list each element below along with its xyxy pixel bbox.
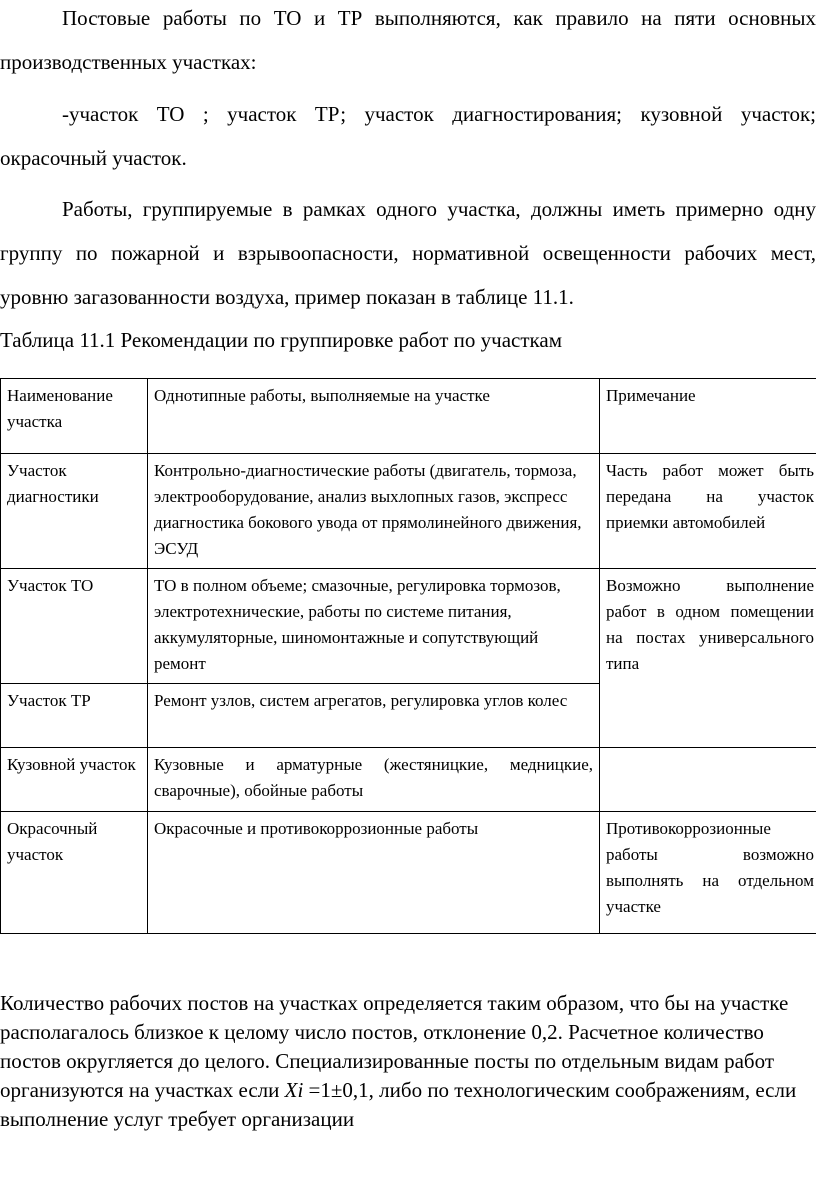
- cell-section-note: Возможно выполнение работ в одном помещении на постах универсального типа: [600, 569, 816, 748]
- paragraph-sections-list: -участок ТО ; участок ТР; участок диагностирования; кузовной участок; окрасочный участок.: [0, 102, 816, 170]
- table-row: [1, 748, 816, 812]
- cell-section-name: Участок ТО: [1, 569, 148, 684]
- header-cell-works: Однотипные работы, выполняемые на участке: [148, 379, 600, 454]
- table-caption: Таблица 11.1 Рекомендации по группировке работ по участкам: [0, 328, 563, 352]
- paragraph-grouping: Работы, группируемые в рамках одного участка, должны иметь примерно одну группу по пожарной и взрывоопасности, нормативной освещенности рабочих мест, уровню загазованности воздуха, пример показан в таблице 11.1.: [0, 197, 816, 309]
- table-row: [1, 454, 816, 569]
- cell-section-works: Окрасочные и противокоррозионные работы: [148, 812, 600, 934]
- paragraph-intro: Постовые работы по ТО и ТР выполняются, как правило на пяти основных производственных участках:: [0, 6, 816, 74]
- cell-section-works: Кузовные и арматурные (жестяницкие, медницкие, сварочные), обойные работы: [148, 748, 600, 812]
- table-header-row: [1, 379, 816, 454]
- cell-section-works: Контрольно-диагностические работы (двигатель, тормоза, электрооборудование, анализ выхлопных газов, экспресс диагностика бокового увода от прямолинейного движения, ЭСУД: [148, 454, 600, 569]
- paragraph-posts-count: [0, 989, 816, 1134]
- recommendations-table: [0, 378, 816, 934]
- cell-section-name: Участок диагностики: [1, 454, 148, 569]
- cell-section-note: Часть работ может быть передана на участок приемки автомобилей: [600, 454, 816, 569]
- cell-section-note: Противокоррозионные работы возможно выполнять на отдельном участке: [600, 812, 816, 934]
- cell-section-works: Ремонт узлов, систем агрегатов, регулировка углов колес: [148, 684, 600, 748]
- cell-section-name: Кузовной участок: [1, 748, 148, 812]
- cell-section-name: Окрасочный участок: [1, 812, 148, 934]
- table-row: [1, 812, 816, 934]
- header-cell-name: Наименование участка: [1, 379, 148, 454]
- cell-section-works: ТО в полном объеме; смазочные, регулировка тормозов, электротехнические, работы по системе питания, аккумуляторные, шиномонтажные и сопутствующий ремонт: [148, 569, 600, 684]
- posts-text-before: Количество рабочих постов на участках определяется таким образом, что бы на участке располагалось близкое к целому число постов, отклонение 0,2. Расчетное количество постов округляется до целого. Специализированные посты по отдельным видам работ организуются на участках если: [0, 991, 789, 1102]
- cell-section-name: Участок ТР: [1, 684, 148, 748]
- variable-xi: Xi: [284, 1078, 304, 1102]
- cell-section-note: [600, 748, 816, 812]
- posts-text-after: =1±0,1, либо по технологическим соображениям, если выполнение услуг требует организации: [0, 1078, 797, 1131]
- table-row: [1, 569, 816, 684]
- header-cell-note: Примечание: [600, 379, 816, 454]
